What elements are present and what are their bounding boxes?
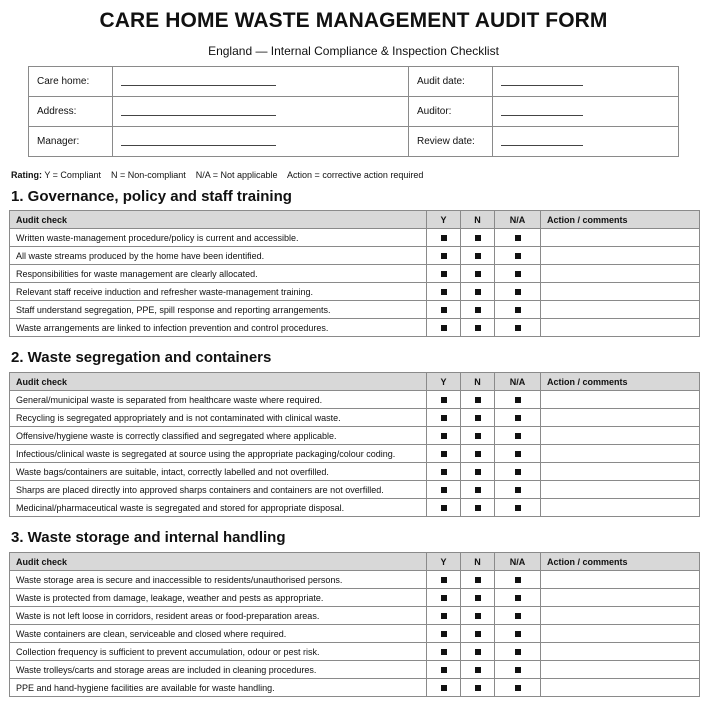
- y-checkbox[interactable]: [427, 283, 461, 301]
- audit-check-text: Waste containers are clean, serviceable and closed where required.: [10, 625, 427, 643]
- checkbox-square-icon: [475, 613, 481, 619]
- na-checkbox[interactable]: [495, 409, 541, 427]
- n-checkbox[interactable]: [461, 643, 495, 661]
- na-checkbox[interactable]: [495, 499, 541, 517]
- col-action: Action / comments: [541, 373, 700, 391]
- n-checkbox[interactable]: [461, 679, 495, 697]
- table-row: [10, 427, 700, 445]
- checkbox-square-icon: [475, 505, 481, 511]
- checkbox-square-icon: [475, 667, 481, 673]
- y-checkbox[interactable]: [427, 463, 461, 481]
- table-row: [10, 391, 700, 409]
- checkbox-square-icon: [515, 415, 521, 421]
- na-checkbox[interactable]: [495, 391, 541, 409]
- table-header-row: [10, 553, 700, 571]
- audit-date-field[interactable]: [493, 67, 679, 97]
- table-header-row: [10, 373, 700, 391]
- audit-check-text: General/municipal waste is separated from healthcare waste where required.: [10, 391, 427, 409]
- n-checkbox[interactable]: [461, 229, 495, 247]
- checkbox-square-icon: [515, 451, 521, 457]
- action-comments-field[interactable]: [541, 301, 700, 319]
- action-comments-field[interactable]: [541, 265, 700, 283]
- address-field[interactable]: [113, 97, 409, 127]
- action-comments-field[interactable]: [541, 499, 700, 517]
- table-row: [10, 679, 700, 697]
- checkbox-square-icon: [441, 289, 447, 295]
- checkbox-square-icon: [515, 595, 521, 601]
- n-checkbox[interactable]: [461, 391, 495, 409]
- action-comments-field[interactable]: [541, 427, 700, 445]
- checkbox-square-icon: [441, 595, 447, 601]
- y-checkbox[interactable]: [427, 409, 461, 427]
- action-comments-field[interactable]: [541, 409, 700, 427]
- col-na: N/A: [495, 553, 541, 571]
- n-checkbox[interactable]: [461, 301, 495, 319]
- checkbox-square-icon: [441, 235, 447, 241]
- checkbox-square-icon: [441, 613, 447, 619]
- table-row: [10, 625, 700, 643]
- action-comments-field[interactable]: [541, 481, 700, 499]
- checkbox-square-icon: [515, 469, 521, 475]
- audit-check-text: Sharps are placed directly into approved sharps containers and containers are not overfilled.: [10, 481, 427, 499]
- na-checkbox[interactable]: [495, 679, 541, 697]
- auditor-field[interactable]: [493, 97, 679, 127]
- action-comments-field[interactable]: [541, 661, 700, 679]
- checkbox-square-icon: [475, 397, 481, 403]
- col-n: N: [461, 553, 495, 571]
- audit-check-text: Staff understand segregation, PPE, spill response and reporting arrangements.: [10, 301, 427, 319]
- section-heading: 1. Governance, policy and staff training: [11, 188, 292, 205]
- checkbox-square-icon: [441, 451, 447, 457]
- checkbox-square-icon: [441, 397, 447, 403]
- n-checkbox[interactable]: [461, 499, 495, 517]
- checkbox-square-icon: [515, 631, 521, 637]
- n-checkbox[interactable]: [461, 625, 495, 643]
- action-comments-field[interactable]: [541, 643, 700, 661]
- col-na: N/A: [495, 373, 541, 391]
- checkbox-square-icon: [441, 649, 447, 655]
- table-header-row: [10, 211, 700, 229]
- audit-table: [9, 372, 700, 517]
- table-row: [10, 265, 700, 283]
- col-y: Y: [427, 211, 461, 229]
- audit-check-text: Written waste-management procedure/policy is current and accessible.: [10, 229, 427, 247]
- checkbox-square-icon: [475, 487, 481, 493]
- manager-label: Manager:: [29, 127, 113, 157]
- checkbox-square-icon: [475, 289, 481, 295]
- care-home-field[interactable]: [113, 67, 409, 97]
- checkbox-square-icon: [515, 253, 521, 259]
- table-row: [10, 463, 700, 481]
- auditor-label: Auditor:: [409, 97, 493, 127]
- checkbox-square-icon: [475, 631, 481, 637]
- checkbox-square-icon: [441, 505, 447, 511]
- na-checkbox[interactable]: [495, 445, 541, 463]
- form-title: CARE HOME WASTE MANAGEMENT AUDIT FORM: [99, 9, 608, 32]
- na-checkbox[interactable]: [495, 427, 541, 445]
- col-action: Action / comments: [541, 211, 700, 229]
- action-comments-field[interactable]: [541, 319, 700, 337]
- na-checkbox[interactable]: [495, 589, 541, 607]
- y-checkbox[interactable]: [427, 625, 461, 643]
- col-action: Action / comments: [541, 553, 700, 571]
- checkbox-square-icon: [515, 325, 521, 331]
- audit-check-text: Relevant staff receive induction and refresher waste-management training.: [10, 283, 427, 301]
- review-date-field[interactable]: [493, 127, 679, 157]
- na-checkbox[interactable]: [495, 481, 541, 499]
- checkbox-square-icon: [515, 271, 521, 277]
- y-checkbox[interactable]: [427, 319, 461, 337]
- n-checkbox[interactable]: [461, 607, 495, 625]
- n-checkbox[interactable]: [461, 445, 495, 463]
- checkbox-square-icon: [475, 451, 481, 457]
- action-comments-field[interactable]: [541, 445, 700, 463]
- action-comments-field[interactable]: [541, 625, 700, 643]
- rating-label: Rating:: [11, 170, 42, 180]
- n-checkbox[interactable]: [461, 571, 495, 589]
- y-checkbox[interactable]: [427, 265, 461, 283]
- na-checkbox[interactable]: [495, 625, 541, 643]
- manager-field[interactable]: [113, 127, 409, 157]
- checkbox-square-icon: [515, 397, 521, 403]
- table-row: [10, 589, 700, 607]
- checkbox-square-icon: [441, 415, 447, 421]
- checkbox-square-icon: [441, 325, 447, 331]
- col-audit-check: Audit check: [10, 553, 427, 571]
- table-row: [10, 571, 700, 589]
- action-comments-field[interactable]: [541, 283, 700, 301]
- rating-legend: [11, 170, 423, 180]
- checkbox-square-icon: [441, 487, 447, 493]
- checkbox-square-icon: [441, 433, 447, 439]
- col-y: Y: [427, 553, 461, 571]
- na-checkbox[interactable]: [495, 319, 541, 337]
- na-checkbox[interactable]: [495, 301, 541, 319]
- audit-check-text: Waste is not left loose in corridors, resident areas or food-preparation areas.: [10, 607, 427, 625]
- checkbox-square-icon: [515, 235, 521, 241]
- y-checkbox[interactable]: [427, 427, 461, 445]
- header-info-table: [28, 66, 679, 157]
- table-row: [10, 409, 700, 427]
- col-audit-check: Audit check: [10, 211, 427, 229]
- y-checkbox[interactable]: [427, 571, 461, 589]
- checkbox-square-icon: [441, 307, 447, 313]
- audit-check-text: Responsibilities for waste management are clearly allocated.: [10, 265, 427, 283]
- na-checkbox[interactable]: [495, 247, 541, 265]
- audit-check-text: Waste is protected from damage, leakage, weather and pests as appropriate.: [10, 589, 427, 607]
- checkbox-square-icon: [475, 271, 481, 277]
- checkbox-square-icon: [441, 577, 447, 583]
- address-label: Address:: [29, 97, 113, 127]
- checkbox-square-icon: [475, 235, 481, 241]
- checkbox-square-icon: [441, 631, 447, 637]
- audit-table: [9, 210, 700, 337]
- checkbox-square-icon: [475, 577, 481, 583]
- section-heading: 3. Waste storage and internal handling: [11, 529, 286, 546]
- checkbox-square-icon: [515, 505, 521, 511]
- audit-check-text: Medicinal/pharmaceutical waste is segregated and stored for appropriate disposal.: [10, 499, 427, 517]
- audit-check-text: PPE and hand-hygiene facilities are available for waste handling.: [10, 679, 427, 697]
- checkbox-square-icon: [475, 415, 481, 421]
- col-n: N: [461, 373, 495, 391]
- table-row: [10, 499, 700, 517]
- y-checkbox[interactable]: [427, 589, 461, 607]
- action-comments-field[interactable]: [541, 679, 700, 697]
- audit-check-text: Collection frequency is sufficient to prevent accumulation, odour or pest risk.: [10, 643, 427, 661]
- table-row: [10, 301, 700, 319]
- audit-check-text: Infectious/clinical waste is segregated at source using the appropriate packaging/colour coding.: [10, 445, 427, 463]
- table-row: [10, 319, 700, 337]
- audit-check-text: All waste streams produced by the home have been identified.: [10, 247, 427, 265]
- checkbox-square-icon: [515, 577, 521, 583]
- na-checkbox[interactable]: [495, 643, 541, 661]
- checkbox-square-icon: [515, 613, 521, 619]
- checkbox-square-icon: [515, 433, 521, 439]
- checkbox-square-icon: [515, 487, 521, 493]
- checkbox-square-icon: [515, 289, 521, 295]
- checkbox-square-icon: [475, 433, 481, 439]
- checkbox-square-icon: [515, 667, 521, 673]
- audit-check-text: Waste storage area is secure and inaccessible to residents/unauthorised persons.: [10, 571, 427, 589]
- action-comments-field[interactable]: [541, 391, 700, 409]
- col-n: N: [461, 211, 495, 229]
- audit-check-text: Waste trolleys/carts and storage areas are included in cleaning procedures.: [10, 661, 427, 679]
- audit-check-text: Waste arrangements are linked to infection prevention and control procedures.: [10, 319, 427, 337]
- table-row: [10, 283, 700, 301]
- y-checkbox[interactable]: [427, 661, 461, 679]
- checkbox-square-icon: [475, 649, 481, 655]
- table-row: [10, 445, 700, 463]
- table-row: [10, 229, 700, 247]
- checkbox-square-icon: [515, 307, 521, 313]
- form-subtitle: England — Internal Compliance & Inspection Checklist: [208, 44, 499, 58]
- na-checkbox[interactable]: [495, 265, 541, 283]
- col-y: Y: [427, 373, 461, 391]
- table-row: [10, 643, 700, 661]
- audit-table: [9, 552, 700, 697]
- na-checkbox[interactable]: [495, 283, 541, 301]
- action-comments-field[interactable]: [541, 571, 700, 589]
- checkbox-square-icon: [475, 253, 481, 259]
- care-home-label: Care home:: [29, 67, 113, 97]
- checkbox-square-icon: [441, 667, 447, 673]
- n-checkbox[interactable]: [461, 247, 495, 265]
- action-comments-field[interactable]: [541, 247, 700, 265]
- y-checkbox[interactable]: [427, 643, 461, 661]
- y-checkbox[interactable]: [427, 481, 461, 499]
- na-checkbox[interactable]: [495, 463, 541, 481]
- audit-check-text: Waste bags/containers are suitable, intact, correctly labelled and not overfilled.: [10, 463, 427, 481]
- na-checkbox[interactable]: [495, 571, 541, 589]
- y-checkbox[interactable]: [427, 607, 461, 625]
- y-checkbox[interactable]: [427, 499, 461, 517]
- n-checkbox[interactable]: [461, 319, 495, 337]
- table-row: [10, 607, 700, 625]
- y-checkbox[interactable]: [427, 229, 461, 247]
- y-checkbox[interactable]: [427, 247, 461, 265]
- table-row: [10, 661, 700, 679]
- checkbox-square-icon: [475, 325, 481, 331]
- n-checkbox[interactable]: [461, 589, 495, 607]
- checkbox-square-icon: [515, 649, 521, 655]
- n-checkbox[interactable]: [461, 481, 495, 499]
- rating-text: Y = Compliant N = Non-compliant N/A = Not applicable Action = corrective action required: [42, 170, 424, 180]
- checkbox-square-icon: [475, 595, 481, 601]
- audit-date-label: Audit date:: [409, 67, 493, 97]
- n-checkbox[interactable]: [461, 661, 495, 679]
- na-checkbox[interactable]: [495, 661, 541, 679]
- y-checkbox[interactable]: [427, 301, 461, 319]
- col-audit-check: Audit check: [10, 373, 427, 391]
- n-checkbox[interactable]: [461, 427, 495, 445]
- n-checkbox[interactable]: [461, 283, 495, 301]
- n-checkbox[interactable]: [461, 409, 495, 427]
- section-heading: 2. Waste segregation and containers: [11, 349, 272, 366]
- checkbox-square-icon: [441, 469, 447, 475]
- action-comments-field[interactable]: [541, 463, 700, 481]
- n-checkbox[interactable]: [461, 463, 495, 481]
- n-checkbox[interactable]: [461, 265, 495, 283]
- y-checkbox[interactable]: [427, 445, 461, 463]
- audit-check-text: Offensive/hygiene waste is correctly classified and segregated where applicable.: [10, 427, 427, 445]
- checkbox-square-icon: [441, 685, 447, 691]
- action-comments-field[interactable]: [541, 589, 700, 607]
- y-checkbox[interactable]: [427, 391, 461, 409]
- action-comments-field[interactable]: [541, 607, 700, 625]
- table-row: [10, 247, 700, 265]
- checkbox-square-icon: [475, 685, 481, 691]
- na-checkbox[interactable]: [495, 607, 541, 625]
- na-checkbox[interactable]: [495, 229, 541, 247]
- checkbox-square-icon: [475, 307, 481, 313]
- col-na: N/A: [495, 211, 541, 229]
- checkbox-square-icon: [441, 271, 447, 277]
- review-date-label: Review date:: [409, 127, 493, 157]
- y-checkbox[interactable]: [427, 679, 461, 697]
- action-comments-field[interactable]: [541, 229, 700, 247]
- checkbox-square-icon: [475, 469, 481, 475]
- checkbox-square-icon: [515, 685, 521, 691]
- table-row: [10, 481, 700, 499]
- checkbox-square-icon: [441, 253, 447, 259]
- audit-check-text: Recycling is segregated appropriately and is not contaminated with clinical waste.: [10, 409, 427, 427]
